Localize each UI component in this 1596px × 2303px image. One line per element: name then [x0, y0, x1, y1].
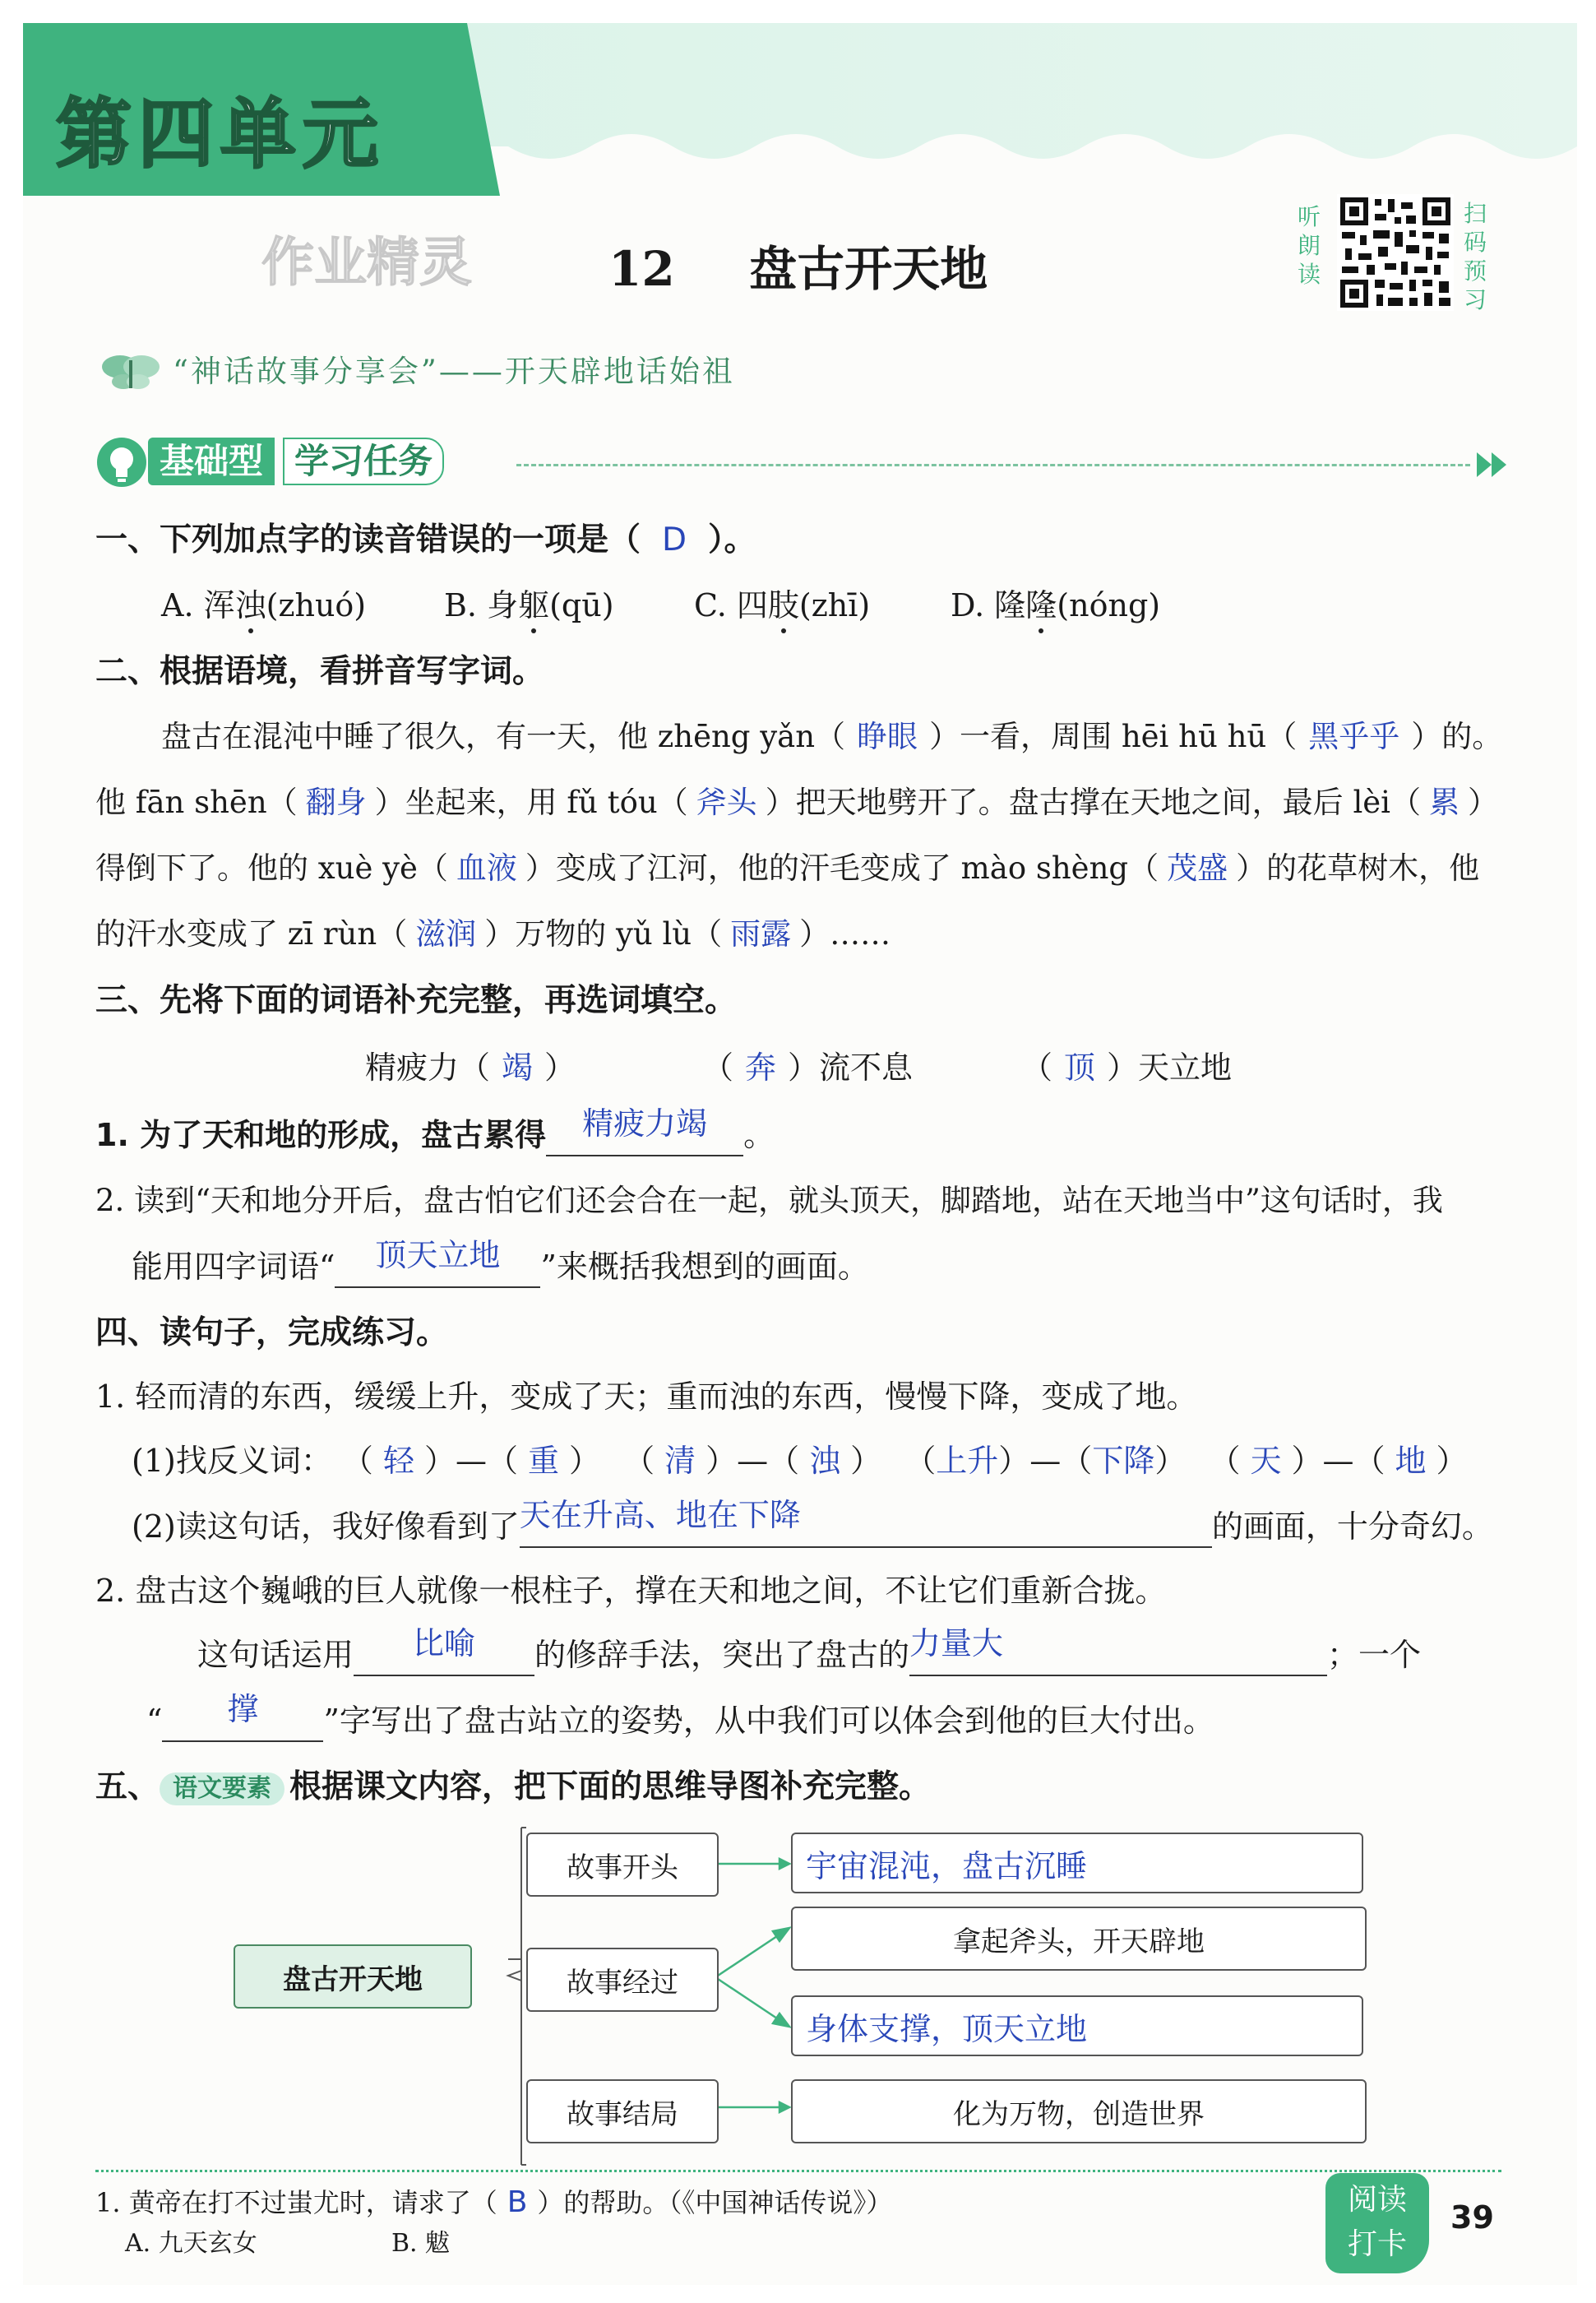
task-banner-part2: 学习任务 — [283, 438, 444, 485]
q3-sentence1: 1. 为了天和地的形成，盘古累得 精疲力竭 。 — [95, 1117, 775, 1156]
q4-title: 四、读句子，完成练习。 — [95, 1314, 449, 1351]
q3-word2: （ 奔 ）流不息 — [702, 1050, 914, 1086]
q1-option-d: D. 隆隆(nóng) — [951, 587, 1161, 623]
q4-part2: (2)读这句话，我好像看到了天在升高、地在下降 的画面，十分奇幻。 — [132, 1508, 1493, 1548]
task-banner-part1: 基础型 — [148, 438, 275, 485]
q1-option-c: C. 四肢(zhī) — [694, 587, 871, 623]
footer-divider — [95, 2170, 1501, 2172]
lesson-number: 12 — [608, 241, 675, 297]
mindmap-result-1: 宇宙混沌，盘古沉睡 — [791, 1833, 1363, 1893]
q3-sentence2-cont: 能用四字词语“ 顶天立地 ”来概括我想到的画面。 — [132, 1249, 869, 1288]
mindmap-root: 盘古开天地 — [234, 1944, 472, 2009]
q2-line4: 的汗水变成了 zī rùn（ 滋润 ）万物的 yǔ lù（ 雨露 ）…… — [95, 916, 891, 952]
footer-question: 1. 黄帝在打不过蚩尤时，请求了（ B ）的帮助。（《中国神话传说》） — [95, 2185, 893, 2219]
q1-option-a: A. 浑浊(zhuó) — [161, 587, 367, 623]
q4-rhetoric-cont: “ 撑 ”字写出了盘古站立的姿势，从中我们可以体会到他的巨大付出。 — [146, 1703, 1214, 1742]
q4-rhetoric: 这句话运用 比喻 的修辞手法，突出了盘古的力量大 ；一个 — [197, 1637, 1421, 1676]
q2-line1: 盘古在混沌中睡了很久，有一天，他 zhēng yǎn（ 睁眼 ）一看，周围 hēi hū hū（ 黑乎乎 ）的。 — [161, 719, 1503, 754]
q2-title: 二、根据语境，看拼音写字词。 — [95, 653, 545, 690]
q3-word3: （ 顶 ）天立地 — [1021, 1050, 1233, 1086]
q3-title: 三、先将下面的词语补充完整，再选词填空。 — [95, 982, 738, 1019]
q1-answer: D — [662, 521, 687, 558]
mindmap-result-4: 化为万物，创造世界 — [791, 2079, 1367, 2143]
mindmap-branch-start: 故事开头 — [526, 1833, 719, 1897]
q1-option-b: B. 身躯(qū) — [444, 587, 614, 623]
unit-title: 第四单元 — [56, 90, 386, 178]
qr-label-right: 扫 码 预 习 — [1464, 200, 1487, 313]
q2-line3: 得倒下了。他的 xuè yè（ 血液 ）变成了江河，他的汗毛变成了 mào shèng（ 茂盛 ）的花草树木，他 — [95, 850, 1480, 886]
page-number: 39 — [1450, 2199, 1494, 2236]
q3-sentence2: 2. 读到“天和地分开后，盘古怕它们还会合在一起，就头顶天，脚踏地，站在天地当中”这句话时，我 — [95, 1183, 1443, 1218]
mindmap-result-2: 拿起斧头，开天辟地 — [791, 1907, 1367, 1971]
q4-sentence2: 2. 盘古这个巍峨的巨人就像一根柱子，撑在天和地之间，不让它们重新合拢。 — [95, 1573, 1167, 1609]
mindmap-result-3: 身体支撑，顶天立地 — [791, 1995, 1363, 2056]
workbook-page — [23, 23, 1577, 2285]
theme-text: “神话故事分享会”——开天辟地话始祖 — [173, 354, 735, 389]
q4-sentence1: 1. 轻而清的东西，缓缓上升，变成了天；重而浊的东西，慢慢下降，变成了地。 — [95, 1379, 1198, 1415]
mindmap-branch-end: 故事结局 — [526, 2079, 719, 2143]
watermark: 作业精灵 — [261, 233, 472, 294]
q5-title: 五、 语文要素 根据课文内容，把下面的思维导图补充完整。 — [95, 1768, 932, 1805]
mindmap-branch-middle: 故事经过 — [526, 1948, 719, 2012]
lesson-name: 盘古开天地 — [749, 241, 988, 297]
qr-label-left: 听 朗 读 — [1298, 203, 1321, 288]
q4-antonyms: (1)找反义词： （ 轻 ）—（ 重 ） （ 清 ）—（ 浊 ） （上升）—（下降） （ 天 ）—（ 地 ） — [132, 1443, 1468, 1479]
footer-option-b: B. 魃 — [391, 2229, 451, 2258]
q2-line2: 他 fān shēn（ 翻身 ）坐起来，用 fǔ tóu（ 斧头 ）把天地劈开了。盘古撑在天地之间，最后 lèi（ 累 ） — [95, 785, 1499, 820]
q3-word1: 精疲力（ 竭 ） — [365, 1050, 576, 1086]
q1-title: 一、下列加点字的读音错误的一项是（ D ）。 — [95, 521, 756, 558]
reading-checkin-badge[interactable]: 阅读 打卡 — [1325, 2173, 1429, 2273]
footer-option-a: A. 九天玄女 — [125, 2229, 257, 2258]
q5-tag: 语文要素 — [160, 1772, 285, 1805]
